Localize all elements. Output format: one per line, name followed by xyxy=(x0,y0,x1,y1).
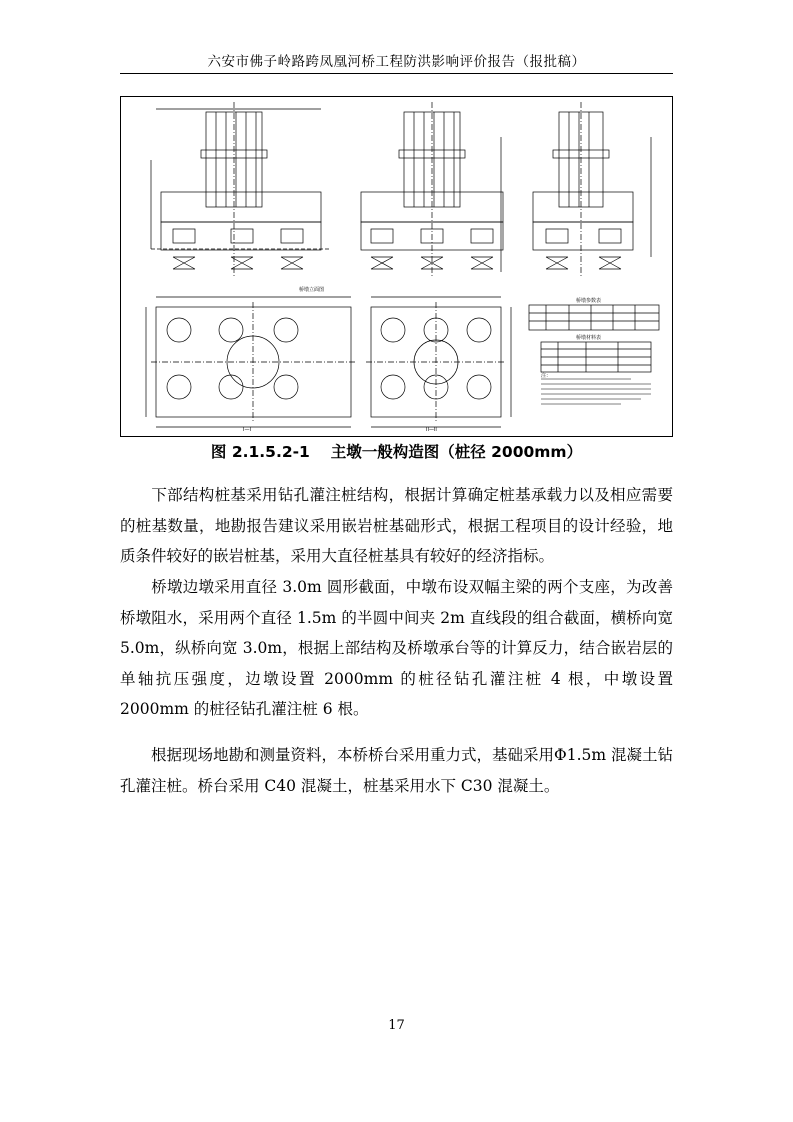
elevation-middle xyxy=(361,102,503,277)
paragraph-3 xyxy=(120,740,673,801)
elevation-title: 桥墩立面图 xyxy=(299,287,325,293)
notes-title: 注： xyxy=(541,373,552,379)
paragraph-3-text: 根据现场地勘和测量资料，本桥桥台采用重力式，基础采用Φ1.5m 混凝土钻孔灌注桩。桥台采用 C40 混凝土，桩基采用水下 C30 混凝土。 xyxy=(120,746,673,795)
figure-caption: 图 2.1.5.2-1 主墩一般构造图（桩径 2000mm） xyxy=(210,443,583,461)
page-header: 六安市佛子岭路跨凤凰河桥工程防洪影响评价报告（报批稿） xyxy=(207,54,586,70)
paragraph-1 xyxy=(120,480,673,572)
elevation-left xyxy=(151,102,331,277)
elevation-right xyxy=(533,102,651,277)
plan-left xyxy=(146,297,356,427)
pier-material-table xyxy=(541,342,651,372)
paragraph-2 xyxy=(120,572,673,725)
paragraph-1-text: 下部结构桩基采用钻孔灌注桩结构，根据计算确定桩基承载力以及相应需要的桩基数量，地勘报告建议采用嵌岩桩基础形式，根据工程项目的设计经验，地质条件较好的嵌岩桩基，采用大直径桩基具有较好的经济指标。 xyxy=(120,486,673,565)
header-rule xyxy=(120,73,673,74)
pier-drawing-svg xyxy=(121,97,672,436)
plan-label-left: I—I xyxy=(243,427,251,433)
plan-right xyxy=(366,297,511,427)
notes-lines xyxy=(541,379,651,404)
pier-parameter-table xyxy=(529,305,659,330)
plan-label-right: II—II xyxy=(426,427,437,433)
page-number: 17 xyxy=(388,1018,405,1033)
pier-drawing-figure xyxy=(120,96,673,437)
table2-title: 桥墩材料表 xyxy=(576,335,602,341)
table1-title: 桥墩参数表 xyxy=(576,298,602,304)
paragraph-2-text: 桥墩边墩采用直径 3.0m 圆形截面，中墩布设双幅主梁的两个支座，为改善桥墩阻水，采用两个直径 1.5m 的半圆中间夹 2m 直线段的组合截面，横桥向宽 5.0m，纵桥向宽 3.0m，根据上部结构及桥墩承台等的计算反力，结合嵌岩层的单轴抗压强度，边墩设置 2000mm 的桩径钻孔灌注桩 4 根，中墩设置 2000mm 的桩径钻孔灌注桩 6 根。 xyxy=(120,578,673,718)
